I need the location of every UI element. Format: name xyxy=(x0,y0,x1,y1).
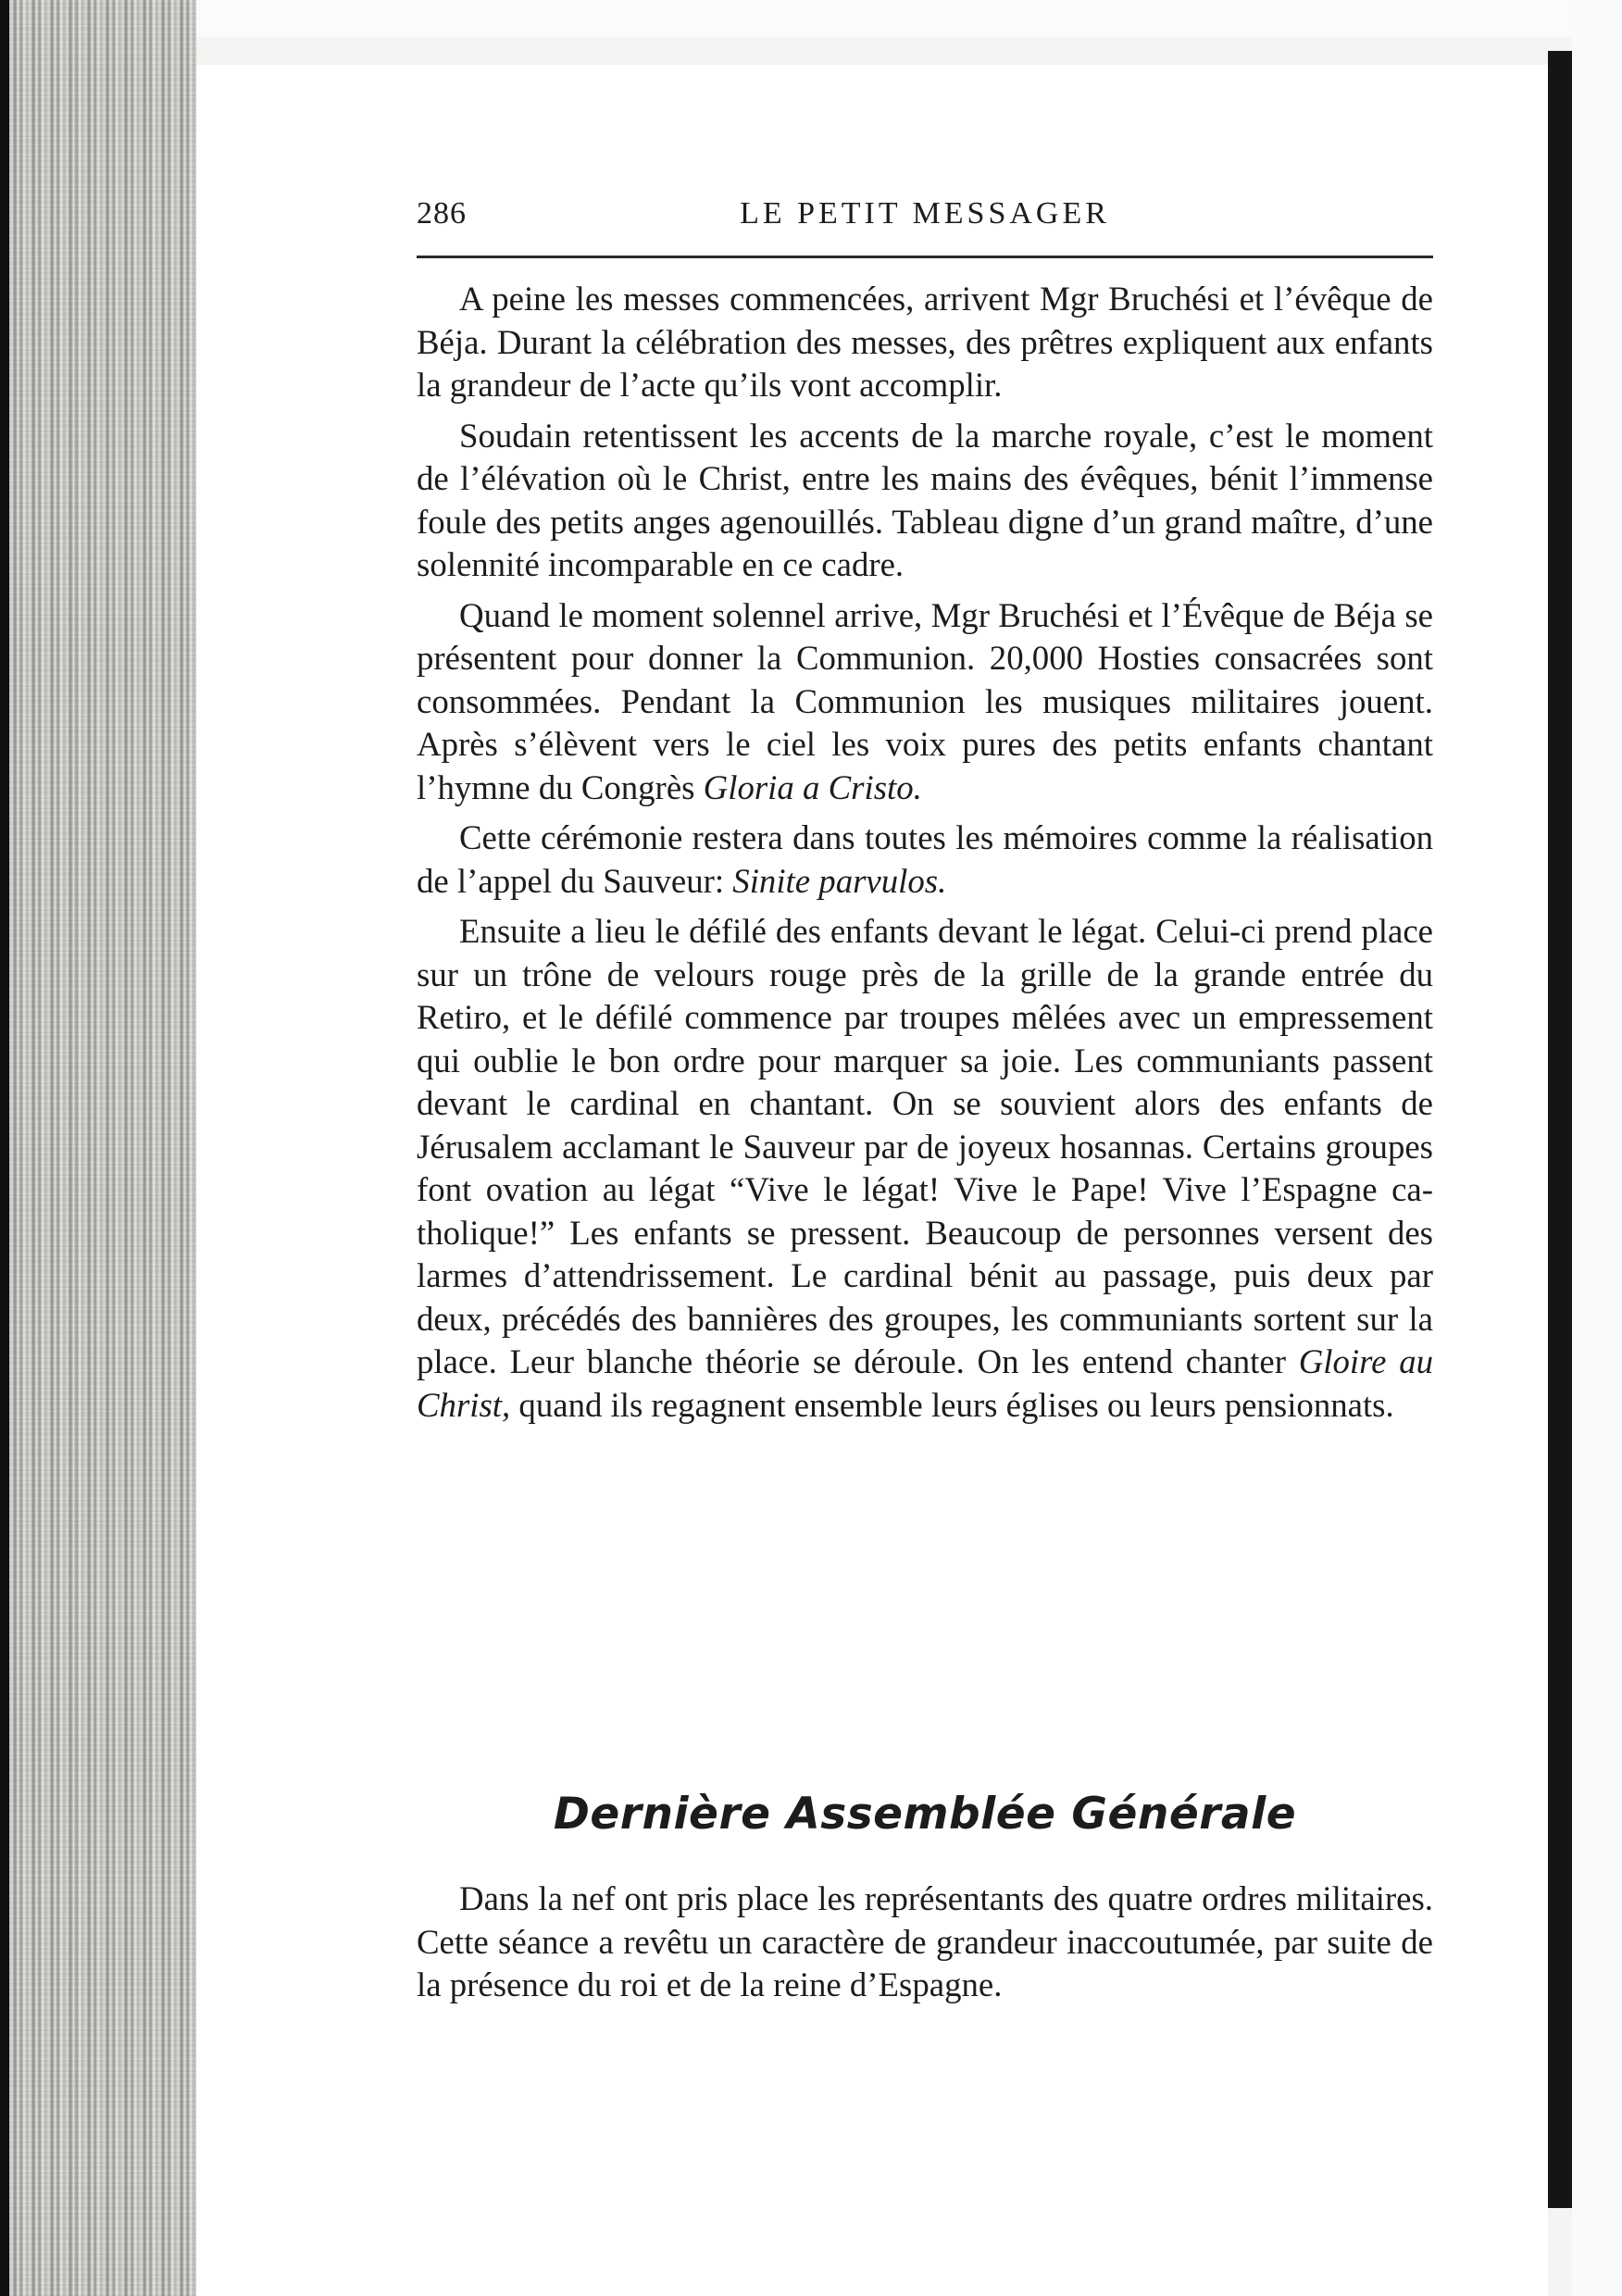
section-heading: Dernière Assemblée Générale xyxy=(553,1789,1297,1840)
paragraph-5-text-a: Ensuite a lieu le défilé des enfants devant le légat. Celui-ci prend place sur un trône de velours rouge près de la grille de la grande entrée du Retiro, et le défilé commence par troupes mêlées avec un empressement qui oublie le bon ordre pour marquer sa joie. Les communiants passent devant le cardinal en chantant. On se souvient alors des enfants de Jérusalem acclamant le Sauveur par de joyeux hosannas. Certains groupes font ovation au légat “Vive le légat! Vive le Pape! Vive l’Espagne catholique!” Les enfants se pressent. Beaucoup de personnes versent des larmes d’attendrissement. Le cardinal bénit au passage, puis deux par deux, précédés des bannières des groupes, les communiants sortent sur la place. Leur blanche théorie se déroule. On les entend chanter xyxy=(417,912,1433,1380)
paragraph-3-text: Quand le moment solennel arrive, Mgr Bruchési et l’Évêque de Béja se présentent pour donner la Communion. 20,000 Hosties consacrées sont consommées. Pendant la Communion les musiques militaires jouent. Après s’élèvent vers le ciel les voix pures des petits enfants chantant l’hymne du Congrès xyxy=(417,595,1433,806)
scan-top-margin xyxy=(0,0,1622,37)
running-title: LE PETIT MESSAGER xyxy=(740,196,1110,231)
book-page-edges xyxy=(0,0,196,2296)
facing-page-edge xyxy=(1548,51,1572,2208)
section-text xyxy=(417,1878,1433,2007)
paragraph-5-italic: Gloire au Christ, xyxy=(417,1342,1433,1424)
page-number: 286 xyxy=(417,196,467,231)
paragraph-1-text: A peine les messes commencées, arrivent Mgr Bruchési et l’évêque de Béja. Durant la célébration des messes, des prêtres expliquent aux enfants la grandeur de l’acte qu’ils vont accomplir. xyxy=(417,280,1433,404)
paragraph-4 xyxy=(417,817,1433,903)
paragraph-2-text: Soudain retentissent les accents de la marche royale, c’est le moment de l’élévation où le Christ, entre les mains des évêques, bénit l’immense foule des petits anges agenouillés. Tableau digne d’un grand maître, d’une solennité incomparable en ce cadre. xyxy=(417,416,1433,583)
header-rule xyxy=(417,256,1433,258)
scan-left-border xyxy=(0,0,9,2296)
section-paragraph: Dans la nef ont pris place les représentants des quatre ordres militaires. Cette séance a revêtu un caractère de grandeur inaccoutumée, par suite de la présence du roi et de la reine d’Espagne. xyxy=(417,1879,1433,2003)
paragraph-3-italic: Gloria a Cristo. xyxy=(703,767,922,806)
paragraph-4-italic: Sinite parvulos. xyxy=(732,861,947,900)
running-header xyxy=(417,196,1433,243)
paragraph-5 xyxy=(417,910,1433,1427)
paragraph-1 xyxy=(417,278,1433,407)
paragraph-4-text: Cette cérémonie restera dans toutes les mémoires comme la réalisation de l’appel du Sauveur: xyxy=(417,818,1433,900)
body-text xyxy=(417,278,1433,1434)
paragraph-3 xyxy=(417,594,1433,810)
scan-right-margin xyxy=(1572,0,1622,2296)
paragraph-2 xyxy=(417,415,1433,587)
paragraph-5-text-b: quand ils regagnent ensemble leurs églises ou leurs pensionnats. xyxy=(510,1385,1394,1424)
